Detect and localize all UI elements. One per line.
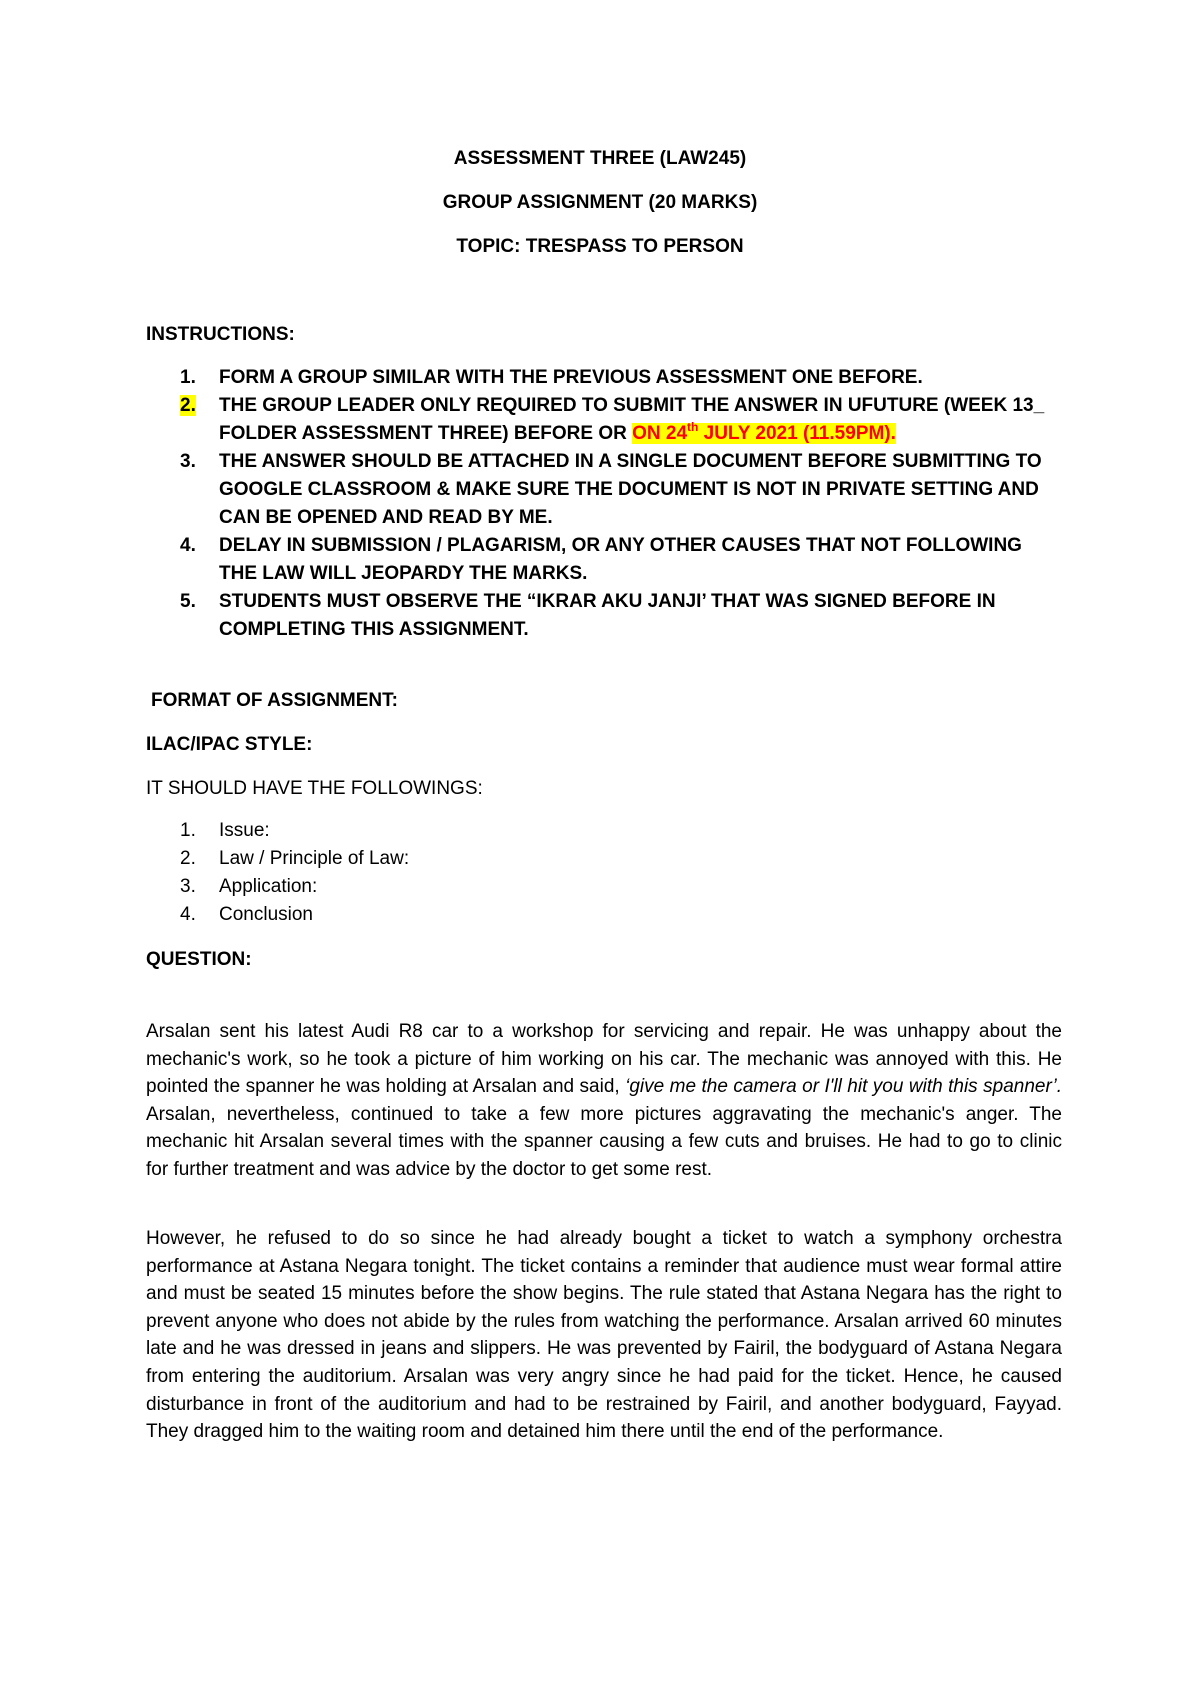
instruction-text: FORM A GROUP SIMILAR WITH THE PREVIOUS ASSESSMENT ONE BEFORE. (219, 367, 923, 388)
list-number: 5. (180, 591, 196, 612)
format-item-3 (146, 873, 746, 901)
instruction-item-4 (146, 532, 1046, 588)
format-item-text: Conclusion (219, 904, 313, 925)
list-number: 3. (180, 876, 196, 897)
format-item-2 (146, 845, 746, 873)
deadline-day: ON 24 (632, 423, 688, 444)
instruction-text: STUDENTS MUST OBSERVE THE “IKRAR AKU JANJI’ THAT WAS SIGNED BEFORE IN COMPLETING THIS ASSIGNMENT. (219, 591, 996, 640)
list-number: 4. (180, 904, 196, 925)
list-number: 1. (180, 367, 196, 388)
highlighted-number: 2. (180, 395, 196, 416)
style-label: ILAC/IPAC STYLE: (146, 734, 313, 755)
format-list (146, 817, 746, 929)
instruction-item-1 (146, 364, 1046, 392)
instruction-text: THE ANSWER SHOULD BE ATTACHED IN A SINGLE DOCUMENT BEFORE SUBMITTING TO GOOGLE CLASSROOM & MAKE SURE THE DOCUMENT IS NOT IN PRIVATE SETTING AND CAN BE OPENED AND READ BY ME. (219, 451, 1042, 528)
paragraph-text: Arsalan, nevertheless, continued to take a few more pictures aggravating the mechanic's anger. The mechanic hit Arsalan several times with the spanner causing a few cuts and bruises. He had to go to clinic for further treatment and was advice by the doctor to get some rest. (146, 1103, 1062, 1180)
question-paragraph-1 (146, 1018, 1062, 1184)
instructions-list (146, 364, 1046, 644)
list-number: 4. (180, 535, 196, 556)
mechanic-quote: ‘give me the camera or I'll hit you with this spanner’. (625, 1076, 1062, 1098)
format-item-4 (146, 901, 746, 929)
followings-intro: IT SHOULD HAVE THE FOLLOWINGS: (146, 778, 483, 799)
topic-line: TOPIC: TRESPASS TO PERSON (456, 236, 744, 257)
deadline-highlight (632, 420, 896, 444)
format-item-text: Application: (219, 876, 318, 897)
list-number: 3. (180, 451, 196, 472)
question-label: QUESTION: (146, 949, 252, 970)
question-paragraph-2: However, he refused to do so since he had already bought a ticket to watch a symphony orchestra performance at Astana Negara tonight. The ticket contains a reminder that audience must wear formal attire and must be seated 15 minutes before the show begins. The rule stated that Astana Negara has the right to prevent anyone who does not abide by the rules from watching the performance. Arsalan arrived 60 minutes late and he was dressed in jeans and slippers. He was prevented by Fairil, the bodyguard of Astana Negara from entering the auditorium. Arsalan was very angry since he had paid for the ticket. Hence, he caused disturbance in front of the auditorium and had to be restrained by Fairil, and another bodyguard, Fayyad. They dragged him to the waiting room and detained him there until the end of the performance. (146, 1228, 1062, 1443)
instruction-text-main: THE GROUP LEADER ONLY REQUIRED TO SUBMIT THE ANSWER IN UFUTURE (WEEK 13_ FOLDER ASSESSMENT THREE) BEFORE OR (219, 395, 1045, 444)
list-number (146, 392, 219, 448)
instruction-text: DELAY IN SUBMISSION / PLAGARISM, OR ANY OTHER CAUSES THAT NOT FOLLOWING THE LAW WILL JEOPARDY THE MARKS. (219, 535, 1022, 584)
list-number: 2. (180, 848, 196, 869)
instruction-text (219, 392, 1046, 448)
instruction-item-2 (146, 392, 1046, 448)
paragraph-text: Arsalan sent his latest Audi R8 car to a workshop for servicing and repair. He was unhappy about the mechanic's work, so he took a picture of him working on his car. The mechanic was annoyed with this. He pointed the spanner he was holding at Arsalan and said, (146, 1021, 1062, 1098)
deadline-date: JULY 2021 (11.59PM). (698, 423, 896, 444)
assignment-subtitle: GROUP ASSIGNMENT (20 MARKS) (442, 192, 758, 213)
format-label: FORMAT OF ASSIGNMENT: (151, 690, 398, 711)
instruction-item-3 (146, 448, 1046, 532)
instruction-item-5 (146, 588, 1046, 644)
format-item-text: Law / Principle of Law: (219, 848, 410, 869)
deadline-ordinal: th (687, 420, 699, 434)
assessment-title: ASSESSMENT THREE (LAW245) (453, 148, 747, 169)
format-item-text: Issue: (219, 820, 270, 841)
format-item-1 (146, 817, 746, 845)
instructions-label: INSTRUCTIONS: (146, 324, 295, 345)
list-number: 1. (180, 820, 196, 841)
